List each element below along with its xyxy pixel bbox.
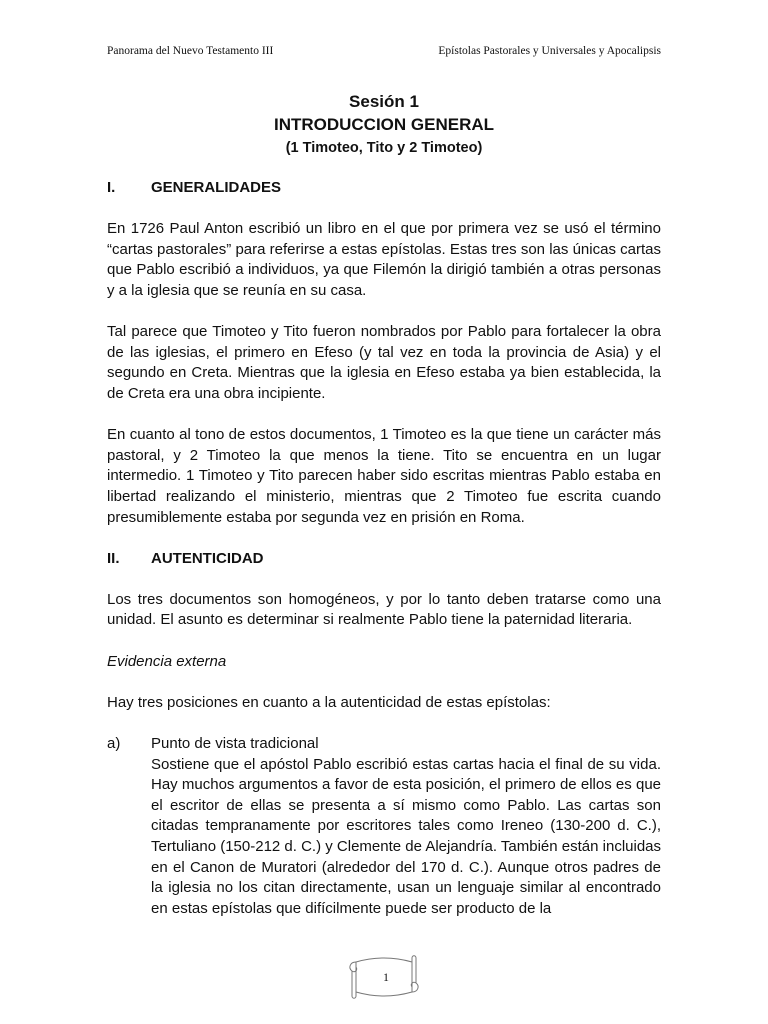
list-item-title: Punto de vista tradicional <box>151 735 319 753</box>
document-body <box>107 178 661 919</box>
page-number: 1 <box>383 970 389 984</box>
title-block <box>0 91 768 159</box>
running-header-right: Epístolas Pastorales y Universales y Apocalipsis <box>438 45 661 57</box>
paragraph: Tal parece que Timoteo y Tito fueron nombrados por Pablo para fortalecer la obra de las iglesias, el primero en Efeso (y tal vez en toda la provincia de Asia) y el segundo en Creta. Mientras que la iglesia en Efeso estaba ya bien establecida, la de Creta era una obra incipiente. <box>107 323 661 402</box>
section-heading-autenticidad <box>107 549 661 570</box>
running-header-left: Panorama del Nuevo Testamento III <box>107 45 274 57</box>
running-header <box>107 45 661 57</box>
section-title: AUTENTICIDAD <box>151 549 264 567</box>
subtitle: (1 Timoteo, Tito y 2 Timoteo) <box>285 140 483 156</box>
section-heading-generalidades <box>107 178 661 199</box>
list-item-label: a) <box>107 735 121 753</box>
paragraph: En cuanto al tono de estos documentos, 1 Timoteo es la que tiene un carácter más pastoral, y 2 Timoteo la que menos la tiene. Tito se encuentra en un lugar intermedio. 1 Timoteo y Tito parecen haber sido escritas mientras Pablo estaba en libertad realizando el ministerio, mientras que 2 Timoteo fue escrita cuando presumiblemente estaba por segunda vez en prisión en Roma. <box>107 426 661 526</box>
main-title: INTRODUCCION GENERAL <box>273 115 495 134</box>
session-title: Sesión 1 <box>349 92 419 111</box>
subheading-evidencia-externa: Evidencia externa <box>107 652 227 670</box>
paragraph: En 1726 Paul Anton escribió un libro en el que por primera vez se usó el término “cartas pastorales” para referirse a estas epístolas. Estas tres son las únicas cartas que Pablo escribió a individuos, ya que Filemón la dirigió también a otras personas y a la iglesia que se reunía en su casa. <box>107 220 661 299</box>
paragraph: Hay tres posiciones en cuanto a la autenticidad de estas epístolas: <box>107 693 551 711</box>
section-number: I. <box>107 179 116 196</box>
section-number: II. <box>107 549 120 567</box>
list-item-text: Sostiene que el apóstol Pablo escribió estas cartas hacia el final de su vida. Hay muchos argumentos a favor de esta posición, el primero de ellos es que el escritor de ellas se presenta a sí mismo como Pablo. Las cartas son citadas tempranamente por escritores tales como Ireneo (130-200 d. C.), Tertuliano (150-212 d. C.) y Clemente de Alejandría. También están incluidas en el Canon de Muratori (alrededor del 170 d. C.). Aunque otros padres de la iglesia no los citan directamente, usan un lenguaje similar al encontrado en estas epístolas que difícilmente puede ser producto de la <box>151 755 662 917</box>
paragraph: Los tres documentos son homogéneos, y por lo tanto deben tratarse como una unidad. El asunto es determinar si realmente Pablo tiene la paternidad literaria. <box>107 590 661 629</box>
section-title: GENERALIDADES <box>151 179 282 196</box>
list-item <box>107 734 661 919</box>
